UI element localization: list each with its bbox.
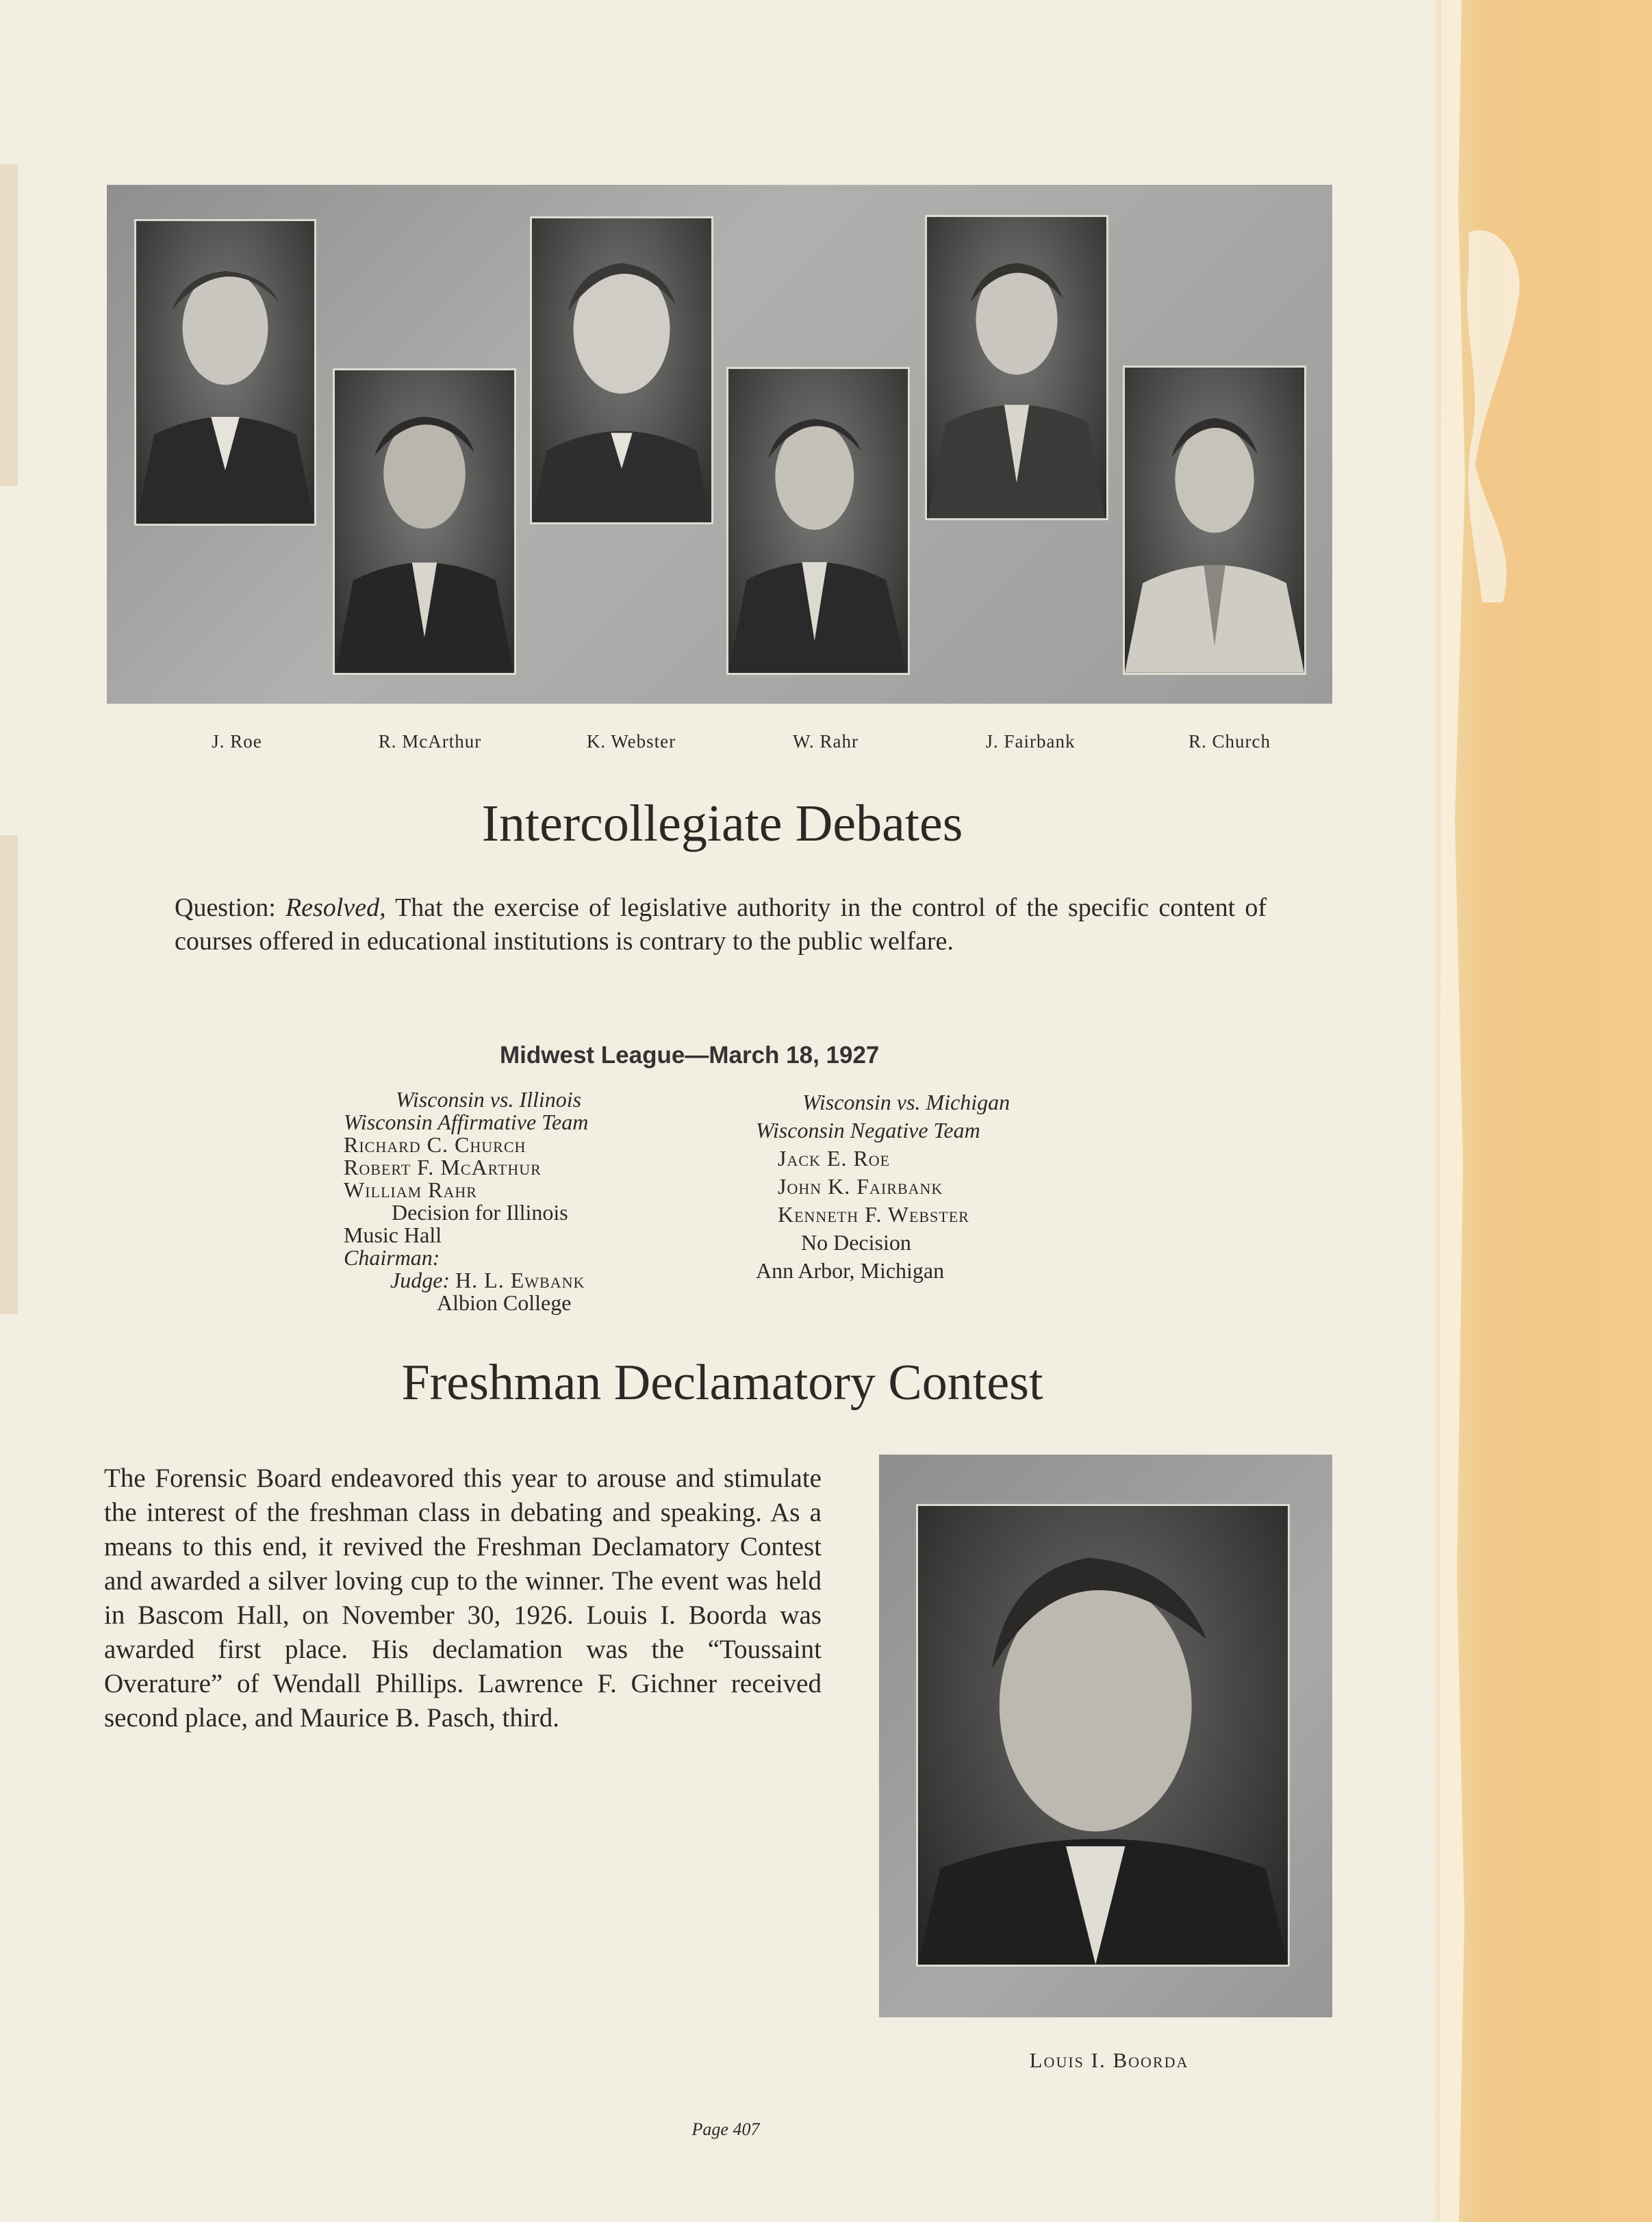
- question-text: That the exercise of legislative authority in the control of the specific content of courses offered in educational institutions is contrary to the public welfare.: [175, 893, 1267, 956]
- team-name: Wisconsin Affirmative Team: [344, 1110, 589, 1134]
- portrait-church: [1123, 366, 1306, 675]
- photo-caption: K. Webster: [586, 731, 676, 752]
- team-name: Wisconsin Negative Team: [756, 1118, 980, 1142]
- judge-name: H. L. Ewbank: [455, 1268, 585, 1292]
- debate-question: [175, 891, 1267, 958]
- venue: Ann Arbor, Michigan: [756, 1258, 945, 1283]
- league-title: Midwest League—March 18, 1927: [500, 1042, 880, 1069]
- photo-caption: J. Fairbank: [985, 731, 1076, 752]
- decision: Decision for Illinois: [392, 1200, 568, 1225]
- contest-title: Freshman Declamatory Contest: [401, 1355, 1043, 1411]
- judge-college: Albion College: [437, 1290, 572, 1315]
- team-member: Kenneth F. Webster: [778, 1202, 969, 1227]
- left-edge-mark: [0, 164, 18, 486]
- team-member: William Rahr: [344, 1177, 477, 1202]
- question-label: Question:: [175, 893, 276, 922]
- question-resolved: Resolved,: [285, 893, 386, 922]
- boorda-photo-frame: [879, 1455, 1332, 2017]
- chairman-label: Chairman:: [344, 1245, 440, 1270]
- team-member: Jack E. Roe: [778, 1146, 891, 1171]
- debates-title: Intercollegiate Debates: [481, 795, 963, 852]
- left-edge-mark: [0, 835, 18, 1314]
- portrait-boorda: [916, 1504, 1290, 1967]
- contest-text: The Forensic Board endeavored this year to arouse and stimulate the interest of the freshman class in debating and speaking. As a means to this end, it revived the Freshman Declamatory Contest and awarded a silver loving cup to the winner. The event was held in Bascom Hall, on November 30, 1926. Louis I. Boorda was awarded first place. His declamation was the “Toussaint Overature” of Wendall Phillips. Lawrence F. Gichner received second place, and Maurice B. Pasch, third.: [104, 1464, 822, 1733]
- portrait-webster: [530, 216, 713, 524]
- portrait-rahr: [726, 367, 910, 675]
- decision: No Decision: [801, 1230, 911, 1255]
- boorda-caption: Louis I. Boorda: [1029, 2048, 1189, 2072]
- photo-caption: J. Roe: [212, 731, 262, 752]
- venue: Music Hall: [344, 1223, 442, 1247]
- ornament-icon: [1434, 0, 1537, 2222]
- matchup: Wisconsin vs. Illinois: [396, 1087, 582, 1112]
- team-member: Robert F. McArthur: [344, 1155, 542, 1179]
- debate-left-column: [344, 1088, 588, 1314]
- judge-label: Judge:: [390, 1268, 450, 1292]
- portrait-roe: [134, 219, 316, 526]
- photo-caption: R. McArthur: [378, 731, 482, 752]
- portrait-mcarthur: [333, 368, 516, 675]
- matchup: Wisconsin vs. Michigan: [802, 1090, 1011, 1114]
- photo-caption: R. Church: [1189, 731, 1271, 752]
- debate-right-column: [756, 1088, 1010, 1285]
- debaters-photo-panel: [107, 185, 1332, 704]
- portrait-fairbank: [925, 215, 1108, 520]
- team-member: Richard C. Church: [344, 1132, 526, 1157]
- page-number: Page 407: [691, 2119, 760, 2139]
- team-member: John K. Fairbank: [778, 1174, 943, 1199]
- photo-caption: W. Rahr: [793, 731, 859, 752]
